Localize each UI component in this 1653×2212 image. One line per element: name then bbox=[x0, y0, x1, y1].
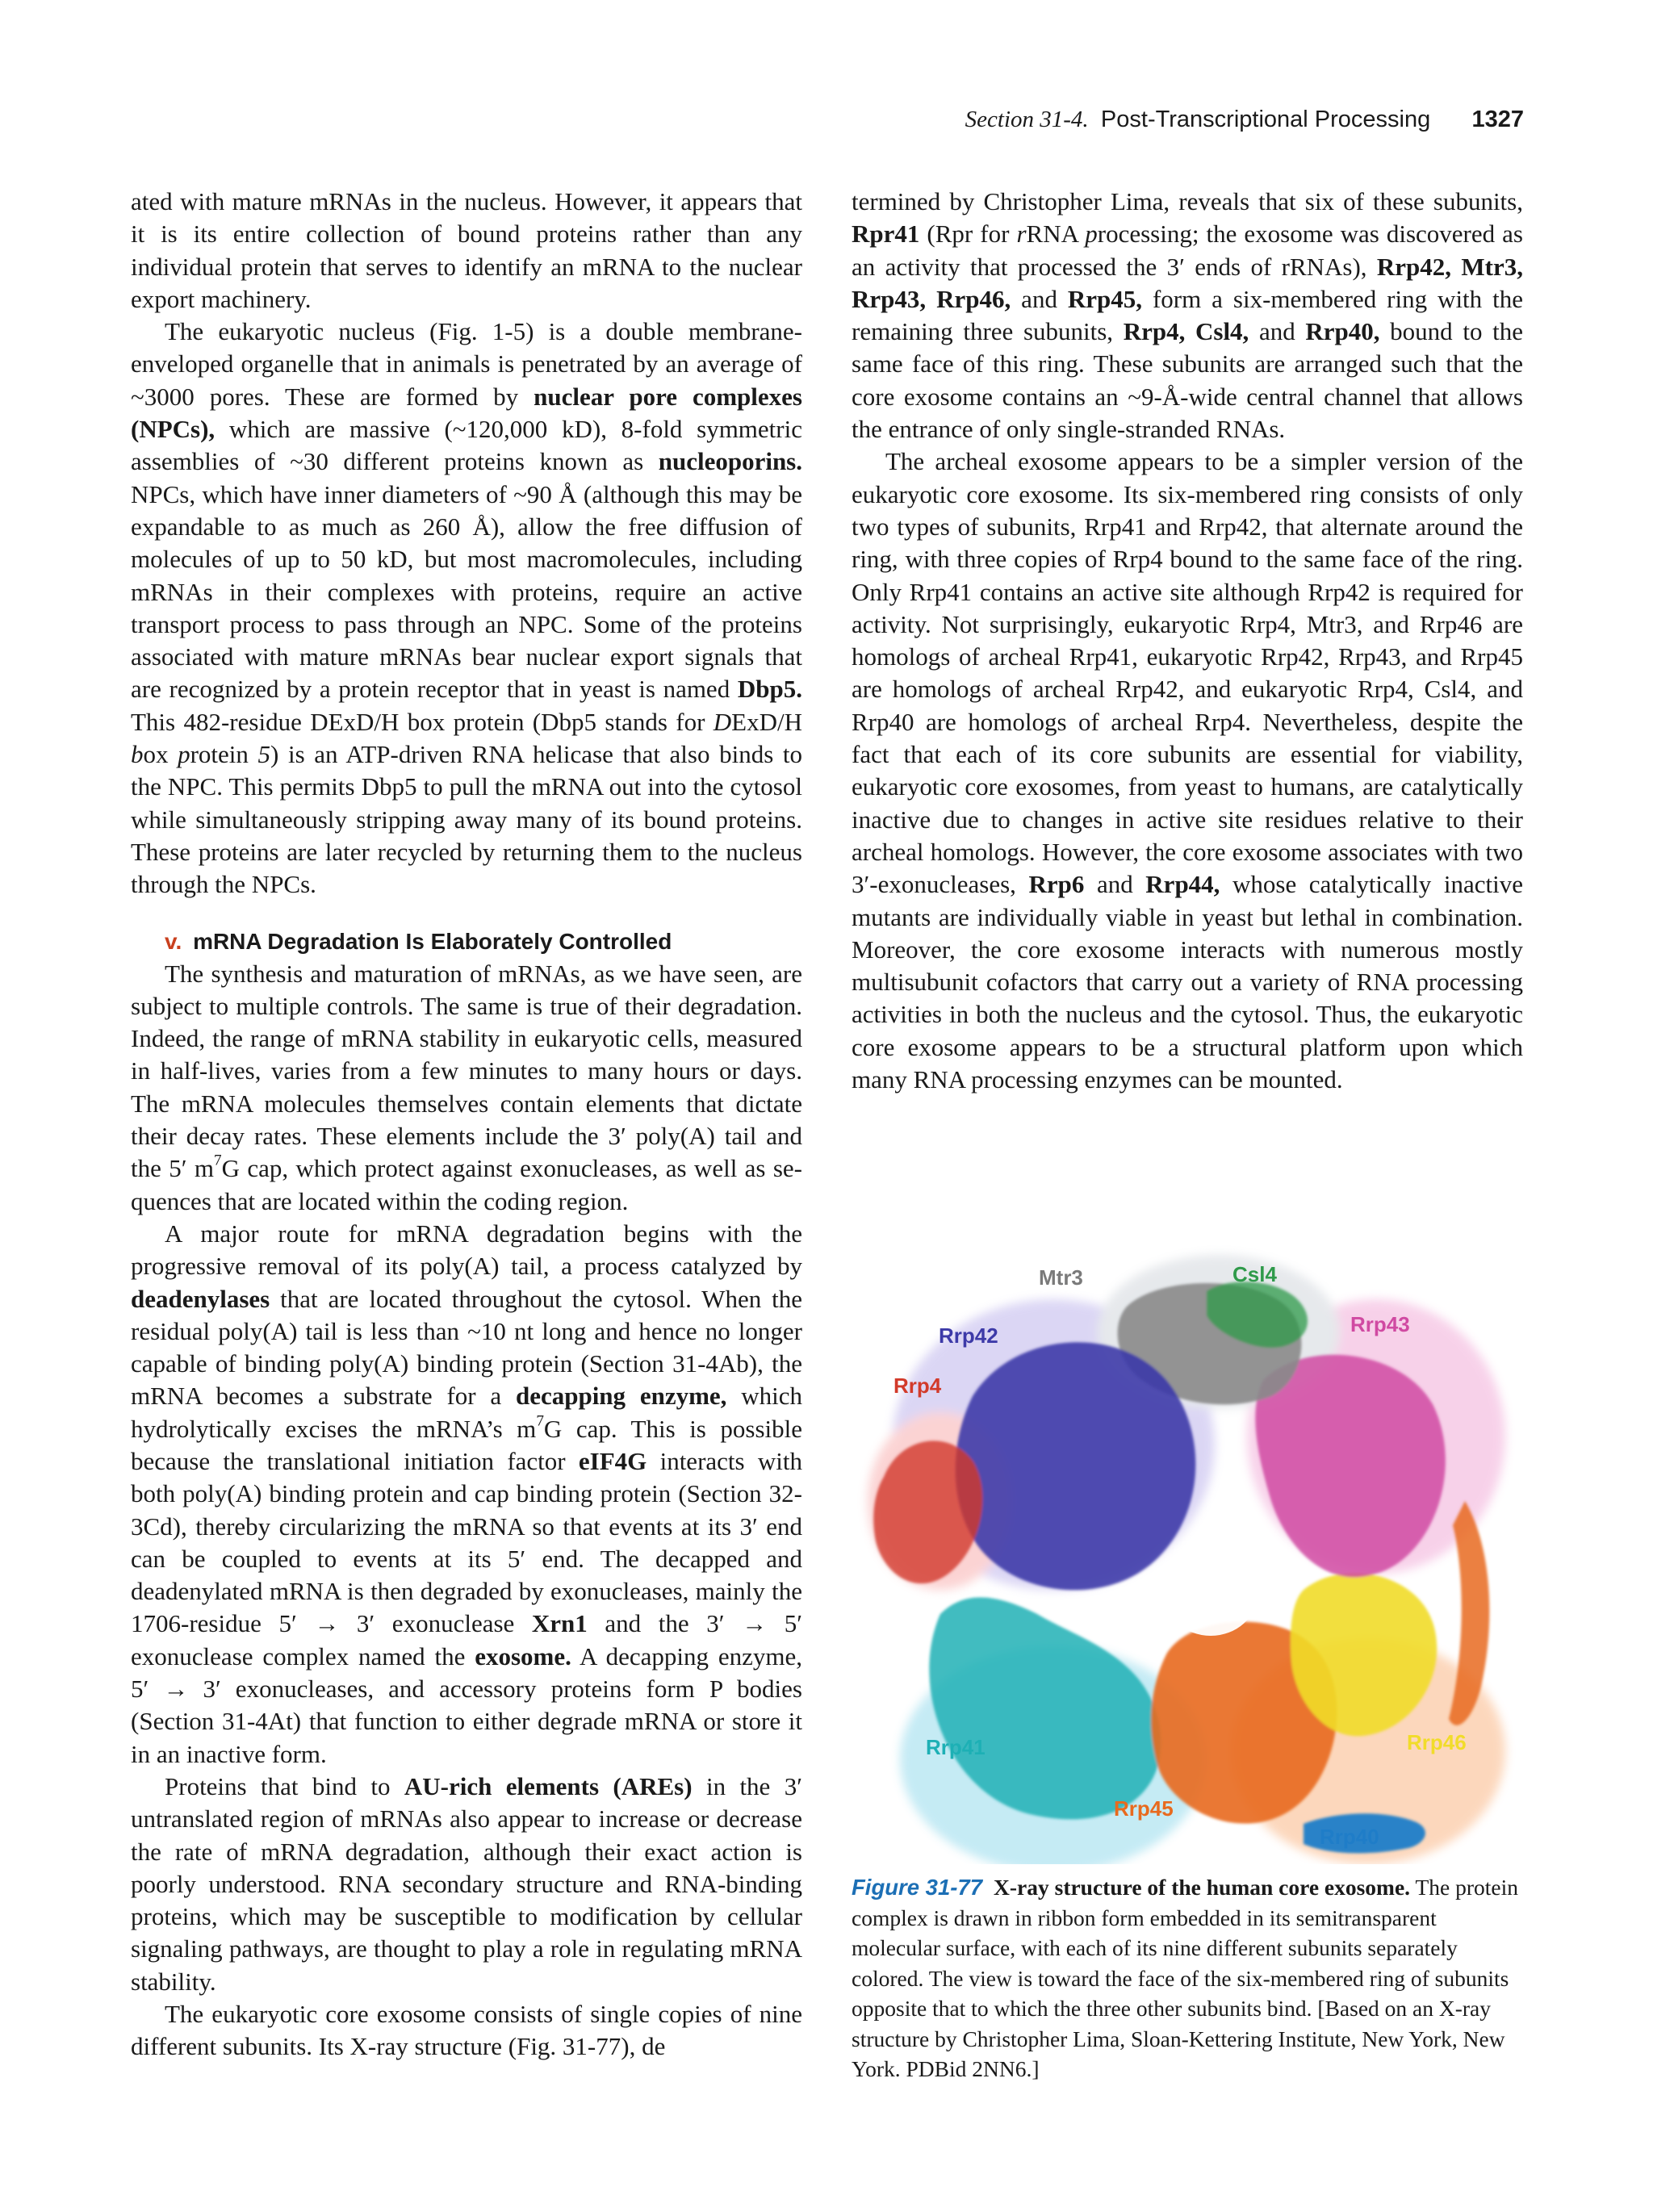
label-rrp42: Rrp42 bbox=[939, 1323, 998, 1348]
label-rrp43: Rrp43 bbox=[1350, 1312, 1410, 1336]
right-column bbox=[852, 186, 1523, 1096]
subheading-number: v. bbox=[165, 928, 182, 954]
label-csl4: Csl4 bbox=[1232, 1262, 1277, 1286]
header-section: Section 31-4. bbox=[965, 107, 1089, 132]
caption-text: The protein complex is drawn in ribbon form embedded in its semitransparent molecular surface, with each of its nine different subunits separately colored. The view is toward the face of the six-membered ring of subunits opposite that to which the three other subunits bind. [Based on an X-ray structure by Christopher Lima, Sloan-Kettering Institute, New York, New York. PDBid 2NN6.] bbox=[852, 1875, 1518, 2081]
caption-number: Figure 31-77 bbox=[852, 1875, 983, 1900]
exosome-figure bbox=[852, 1235, 1523, 1864]
label-rrp4: Rrp4 bbox=[893, 1374, 942, 1398]
subheading-title: mRNA Degradation Is Elaborately Controlled bbox=[193, 928, 672, 954]
section-subheading bbox=[165, 926, 802, 958]
paragraph-6: The eukaryotic core exosome consists of single copies of nine different subunits. Its X-ray structure (Fig. 31-77), de bbox=[131, 2000, 802, 2061]
header-title: Post-Transcriptional Processing bbox=[1100, 107, 1431, 132]
paragraph-2: The eukaryotic nucleus (Fig. 1-5) is a double membrane-enveloped organelle that in animals is penetrated by an average of ~3000 pores. These are formed by nuclear pore complexes (NPCs), which are massive (~120,000 kD), 8-fold symmetric assemblies of ~30 different proteins known as nucleoporins. NPCs, which have inner diameters of ~90 Å (although this may be expandable to as much as 260 Å), allow the free diffusion of molecules of up to 50 kD, but most macromolecules, including mRNAs in their complexes with proteins, require an active transport process to pass through an NPC. Some of the proteins associated with mature mRNAs bear nuclear export signals that are recognized by a protein receptor that in yeast is named Dbp5. This 482-residue DExD/H box protein (Dbp5 stands for DExD/H box protein 5) is an ATP-driven RNA helicase that also binds to the NPC. This permits Dbp5 to pull the mRNA out into the cytosol while simultaneously stripping away many of its bound proteins. These proteins are later recycled by returning them to the nucleus through the NPCs. bbox=[131, 317, 802, 899]
paragraph-3: The synthesis and maturation of mRNAs, as we have seen, are subject to multiple controls. The same is true of their degradation. Indeed, the range of mRNA stability in eukaryotic cells, measured in half-lives, varies from a few minutes to many hours or days. The mRNA molecules themselves contain elements that dictate their decay rates. These elements include the 3′ poly(A) tail and the 5′ $m^7G$ cap, which protect against exonucleases, as well as sequences that are located within the coding region. bbox=[131, 959, 802, 1215]
paragraph-4: A major route for mRNA degradation begins with the progressive removal of its poly(A) tail, a process catalyzed by deadenylases that are located throughout the cytosol. When the residual poly(A) tail is less than ~10 nt long and hence no longer capable of binding poly(A) binding protein (Section 31-4Ab), the mRNA becomes a substrate for a decapping enzyme, which hydrolytically excises the mRNA’s $m^7G$ cap. This is possible because the translational initiation factor eIF4G interacts with both poly(A) binding protein and cap binding protein (Section 32-3Cd), thereby circularizing the mRNA so that events at its 3′ end can be coupled to events at its 5′ end. The decapped and deadenylated mRNA is then degraded by exonucleases, mainly the 1706-residue 5′ → 3′ exonuclease Xrn1 and the 3′ → 5′ exonuclease complex named the exosome. A decapping enzyme, 5′ → 3′ exonucleases, and accessory proteins form P bodies (Section 31-4At) that function to either degrade mRNA or store it in an inactive form. bbox=[131, 1219, 803, 1768]
paragraph-8: The archeal exosome appears to be a simpler version of the eukaryotic core exosome. Its six-membered ring consists of only two types of subunits, Rrp41 and Rrp42, that alternate around the ring, with three copies of Rrp4 bound to the same face of the ring. Only Rrp41 contains an active site although Rrp42 is required for activity. Not surprisingly, eukaryotic Rrp4, Mtr3, and Rrp46 are homologs of archeal Rrp41, eukaryotic Rrp42, Rrp43, and Rrp45 are homologs of archeal Rrp42, and eukaryotic Rrp4, Csl4, and Rrp40 are homologs of archeal Rrp4. Nevertheless, despite the fact that each of its core subunits are essential for viability, eukaryotic core exosomes, from yeast to humans, are catalytically inactive due to changes in active site residues relative to their archeal homologs. However, the core exosome associates with two 3′-exonucleases, Rrp6 and Rrp44, whose catalytically inactive mutants are individually viable in yeast but lethal in combination. Moreover, the core exosome interacts with numerous mostly multisubunit cofactors that carry out a variety of RNA processing activities in both the nucleus and the cytosol. Thus, the eukaryotic core exosome appears to be a structural platform upon which many RNA processing enzymes can be mounted. bbox=[852, 447, 1523, 1094]
label-rrp45: Rrp45 bbox=[1114, 1796, 1174, 1821]
running-header bbox=[839, 103, 1524, 136]
exosome-structure-image bbox=[852, 1235, 1523, 1864]
caption-title: X-ray structure of the human core exosome. bbox=[994, 1875, 1411, 1900]
left-column bbox=[131, 186, 802, 2064]
paragraph-7: termined by Christopher Lima, reveals that six of these subunits, Rpr41 (Rpr for rRNA processing; the exosome was discovered as an activity that processed the 3′ ends of rRNAs), Rrp42, Mtr3, Rrp43, Rrp46, and Rrp45, form a six-membered ring with the remaining three subunits, Rrp4, Csl4, and Rrp40, bound to the same face of this ring. These subunits are arranged such that the core exosome contains an ~9-Å-wide central channel that allows the entrance of only single-stranded RNAs. bbox=[852, 187, 1523, 444]
figure-caption bbox=[852, 1872, 1523, 2084]
label-mtr3: Mtr3 bbox=[1039, 1265, 1083, 1290]
page-number: 1327 bbox=[1471, 107, 1524, 132]
paragraph-5: Proteins that bind to AU-rich elements (AREs) in the 3′ untranslated region of mRNAs also appear to increase or decrease the rate of mRNA degradation, although their exact action is poorly understood. RNA secondary structure and RNA-binding proteins, which may be susceptible to modification by cellular signaling pathways, are thought to play a role in regulating mRNA stability. bbox=[131, 1771, 802, 1996]
label-rrp40: Rrp40 bbox=[1320, 1825, 1379, 1849]
label-rrp41: Rrp41 bbox=[926, 1735, 986, 1759]
paragraph-1: ated with mature mRNAs in the nucleus. However, it appears that it is its entire collection of bound proteins rather than any individual protein that serves to identify an mRNA to the nuclear export machinery. bbox=[131, 187, 802, 313]
label-rrp46: Rrp46 bbox=[1407, 1730, 1467, 1754]
